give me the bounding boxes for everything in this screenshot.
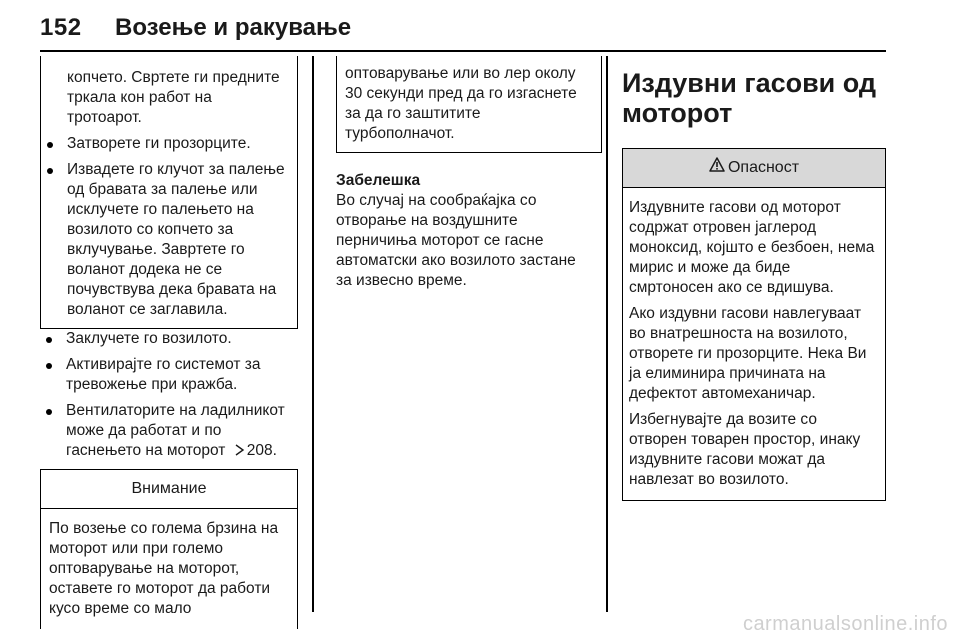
- danger-paragraph: Ако издувни гасови навлегуваат во внатрешноста на возилото, отворете ги прозорците. Нека Ви ја елиминира причината на дефектот автомеханичар.: [629, 305, 867, 402]
- caution-box: [40, 469, 298, 629]
- warning-triangle-icon: [709, 149, 725, 187]
- page-title: Возење и ракување: [115, 14, 352, 41]
- continued-box: [40, 56, 298, 329]
- list-item: Затворете ги прозорците.: [41, 134, 289, 154]
- page-reference-link[interactable]: 208.: [230, 442, 277, 459]
- page-number: 152: [40, 14, 82, 41]
- note-block: [336, 171, 592, 291]
- list-item: Активирајте го системот за тревожење при кражба.: [40, 355, 298, 395]
- page-header: [40, 14, 886, 52]
- list-item: Заклучете го возилото.: [40, 329, 298, 349]
- bullet-icon: [47, 142, 53, 148]
- column-1: [40, 56, 298, 629]
- column-2: [312, 56, 592, 291]
- caution-heading: Внимание: [41, 470, 297, 509]
- watermark: carmanualsonline.info: [742, 613, 948, 635]
- column-3: [606, 56, 886, 501]
- danger-text: [623, 188, 885, 500]
- danger-paragraph: Избегнувајте да возите со отворен товарен простор, инаку издувните гасови можат да навлезат во возилото.: [629, 411, 861, 488]
- bullet-icon: [46, 363, 52, 369]
- header-rule: [40, 50, 886, 52]
- danger-paragraph: Издувните гасови од моторот содржат отровен јаглерод моноксид, којшто е безбоен, нема мирис и може да биде смртоносен ако се вдишува.: [629, 199, 875, 296]
- list-item: Вентилаторите на ладилникот може да работат и по гаснењето на моторот 208.: [40, 401, 298, 461]
- bullet-list: [40, 329, 298, 461]
- bullet-icon: [46, 337, 52, 343]
- page-reference-icon: [234, 444, 245, 456]
- caution-box-continued: оптоварување или во лер околу 30 секунди пред да го изгаснете за да го заштитите турбополначот.: [336, 56, 602, 153]
- continued-text: копчето. Свртете ги предните тркала кон работ на тротоарот.: [67, 69, 280, 126]
- note-heading: Забелешка: [336, 172, 421, 189]
- bullet-icon: [47, 168, 53, 174]
- danger-box: [622, 148, 886, 501]
- section-title: Издувни гасови од моторот: [622, 68, 877, 128]
- list-item: Извадете го клучот за палење од бравата за палење или исклучете го палењето на возилото со копчето за вклучување. Завртете го воланот додека не се почувствува дека бравата на воланот се заглавила.: [41, 160, 289, 320]
- note-text: Во случај на сообраќајка со отворање на воздушните перничиња моторот се гасне автоматски ако возилото застане за извесно време.: [336, 192, 576, 289]
- box-bullet-list: [41, 134, 289, 320]
- bullet-icon: [46, 409, 52, 415]
- caution-text: По возење со голема брзина на моторот или при големо оптоварување на моторот, оставете го моторот да работи кусо време со мало: [49, 520, 279, 617]
- danger-heading: Опасност: [623, 149, 885, 188]
